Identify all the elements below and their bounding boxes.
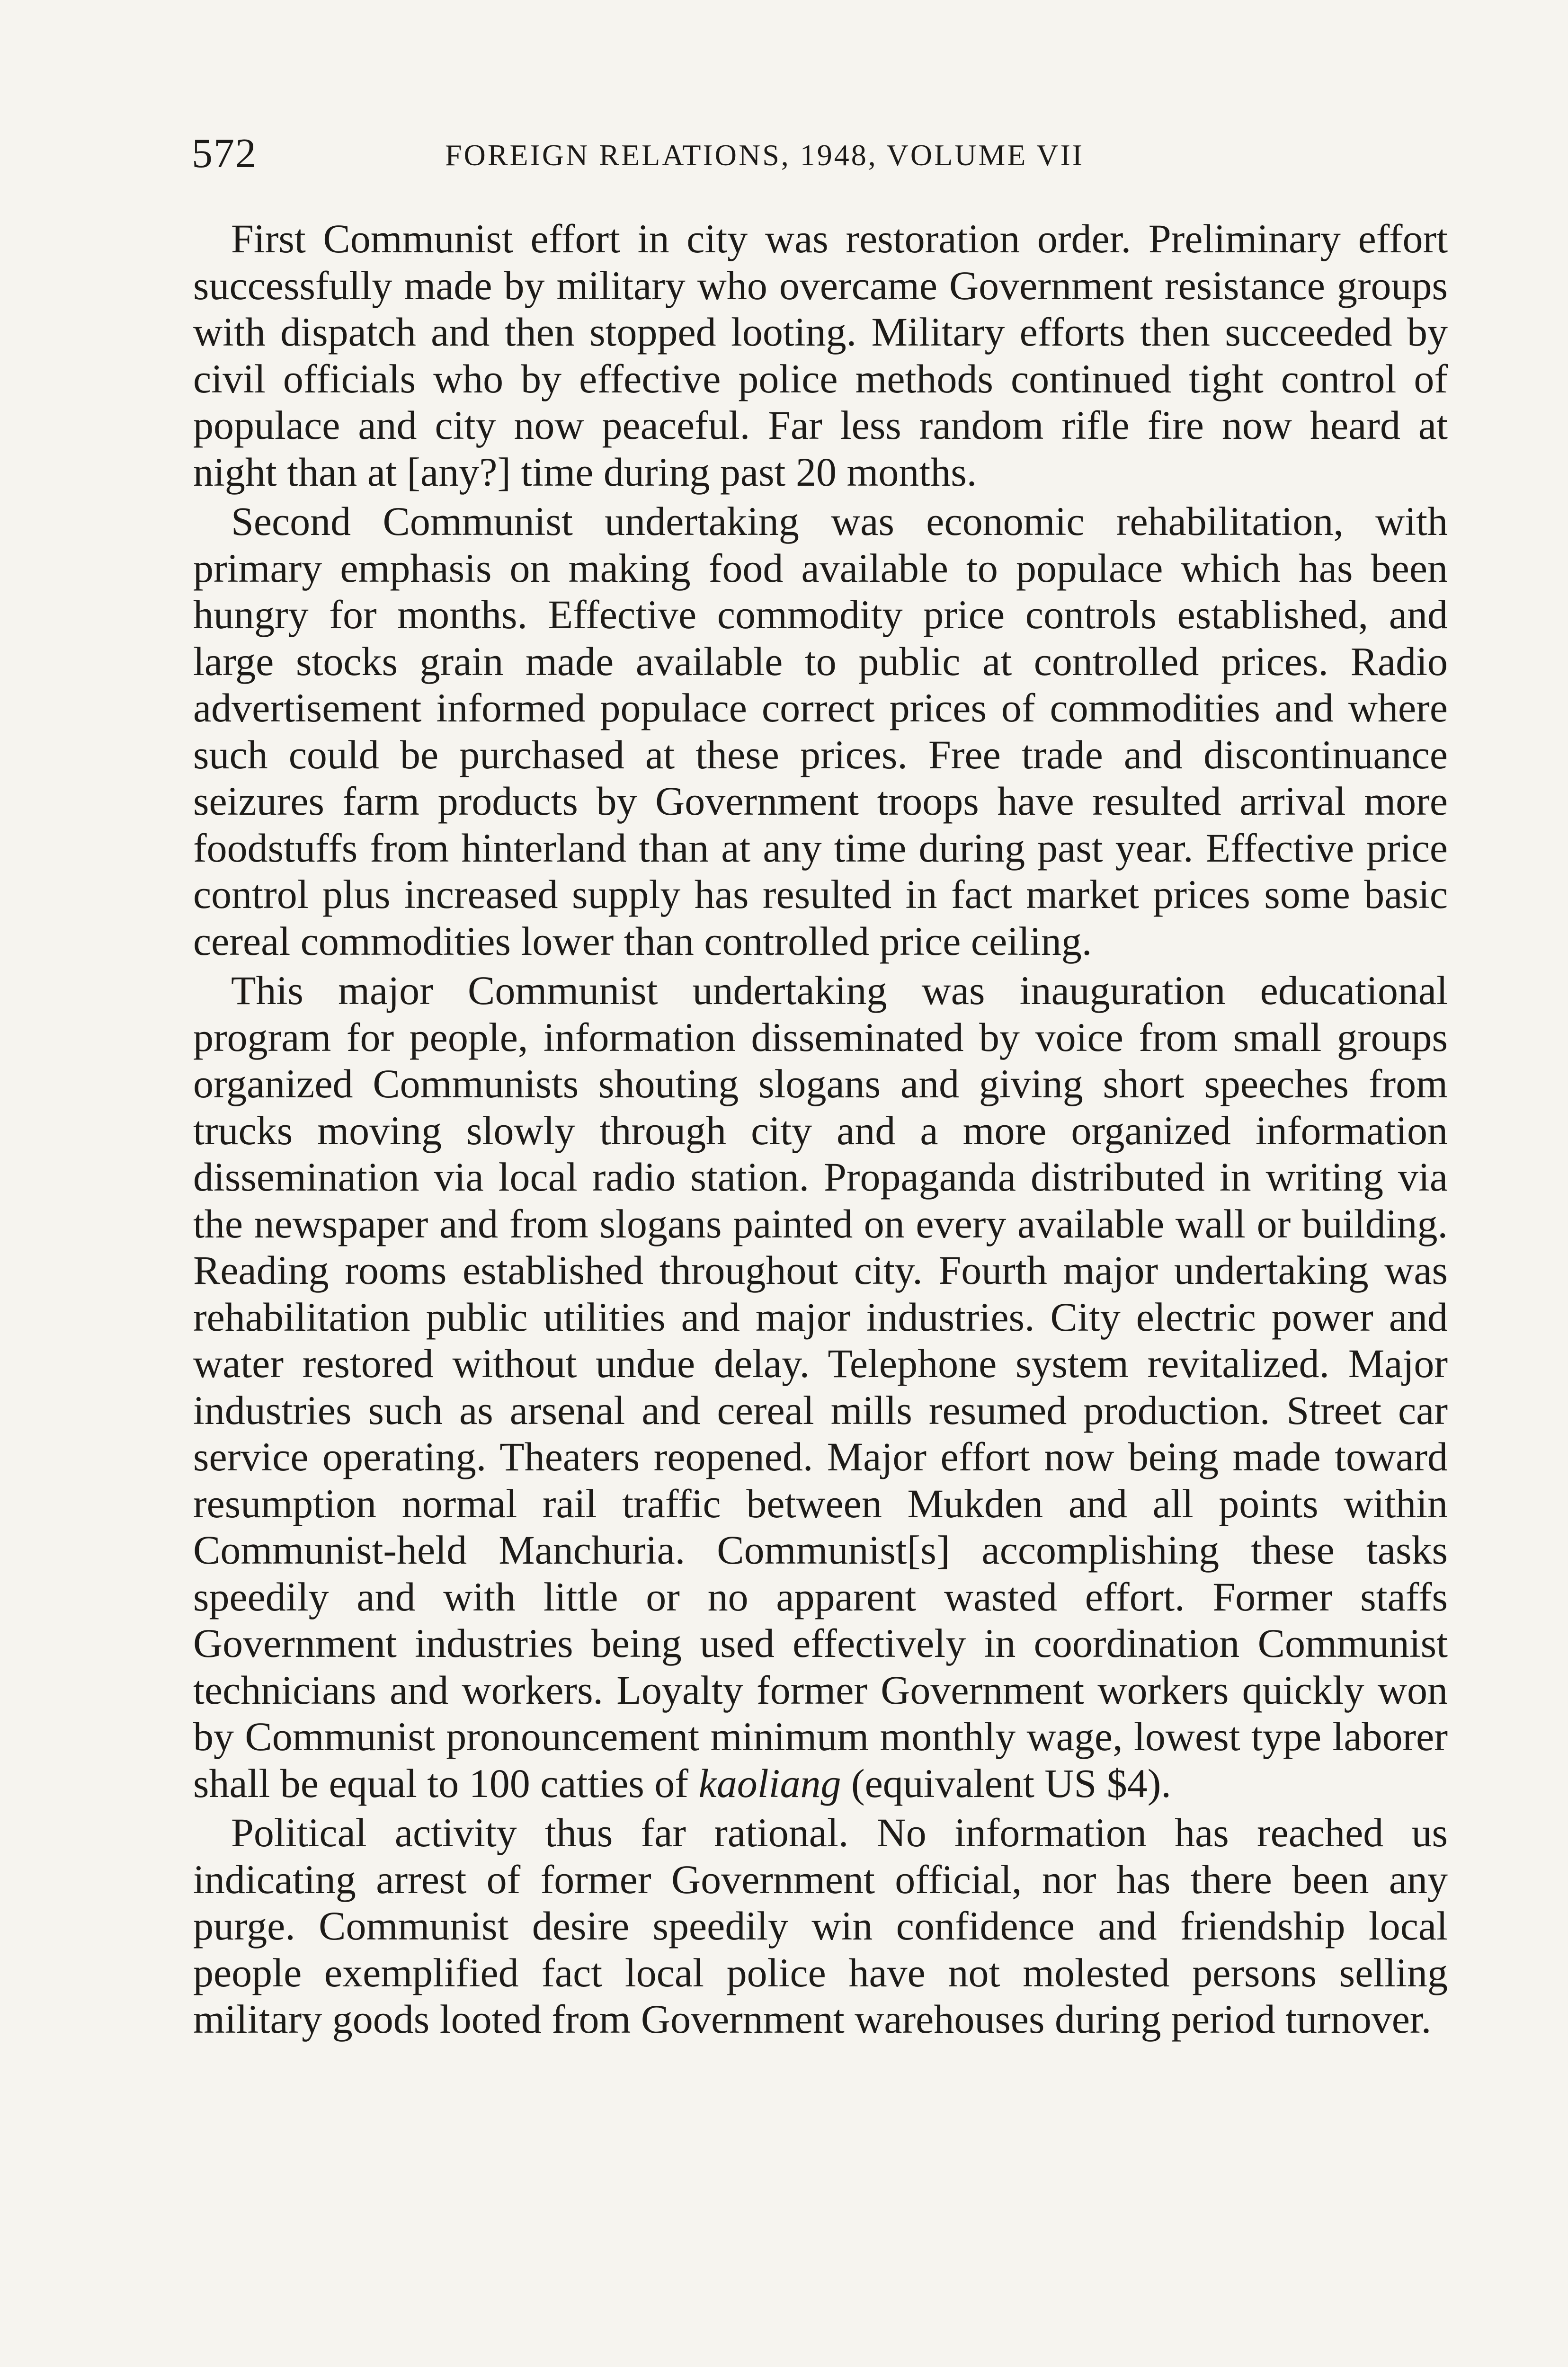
body-text [193,215,1448,2043]
paragraph-restoration-order: First Communist effort in city was restoration order. Preliminary effort successfully made by military who overcame Government resistance groups with dispatch and then stopped looting. Military efforts then succeeded by civil officials who by effective police methods continued tight control of populace and city now peaceful. Far less random rifle fire now heard at night than at [any?] time during past 20 months. [193,216,1448,495]
paragraph-educational-program [193,967,1448,1806]
paragraph-educational-program-text: This major Communist undertaking was inauguration educational program for people, information disseminated by voice from small groups organized Communists shouting slogans and giving short speeches from trucks moving slowly through city and a more organized information dissemination via local radio station. Propaganda distributed in writing via the newspaper and from slogans painted on every available wall or building. Reading rooms established throughout city. Fourth major undertaking was rehabilitation public utilities and major industries. City electric power and water restored without undue delay. Telephone system revitalized. Major industries such as arsenal and cereal mills resumed production. Street car service operating. Theaters reopened. Major effort now being made toward resumption normal rail traffic between Mukden and all points within Communist-held Manchuria. Communist[s] accomplishing these tasks speedily and with little or no apparent wasted effort. Former staffs Government industries being used effectively in coordination Communist technicians and workers. Loyalty former Government workers quickly won by Communist pronouncement minimum monthly wage, lowest type laborer shall be equal to 100 catties of [193,968,1448,1806]
paragraph-economic-rehabilitation: Second Communist undertaking was economic rehabilitation, with primary emphasis on making food available to populace which has been hungry for months. Effective commodity price controls established, and large stocks grain made available to public at controlled prices. Radio advertisement informed populace correct prices of commodities and where such could be purchased at these prices. Free trade and discontinuance seizures farm products by Government troops have resulted arrival more foodstuffs from hinterland than at any time during past year. Effective price control plus increased supply has resulted in fact market prices some basic cereal commodities lower than controlled price ceiling. [193,498,1448,964]
page-number: 572 [192,131,257,177]
kaoliang-term: kaoliang [698,1760,841,1806]
paragraph-political-activity: Political activity thus far rational. No information has reached us indicating arrest of former Government official, nor has there been any purge. Communist desire speedily win confidence and friendship local people exemplified fact local police have not molested persons selling military goods looted from Government warehouses during period turnover. [193,1810,1448,2042]
page-header [192,128,1195,180]
paragraph-educational-program-end: (equivalent US $4). [841,1760,1171,1806]
running-head: FOREIGN RELATIONS, 1948, VOLUME VII [445,138,1085,172]
